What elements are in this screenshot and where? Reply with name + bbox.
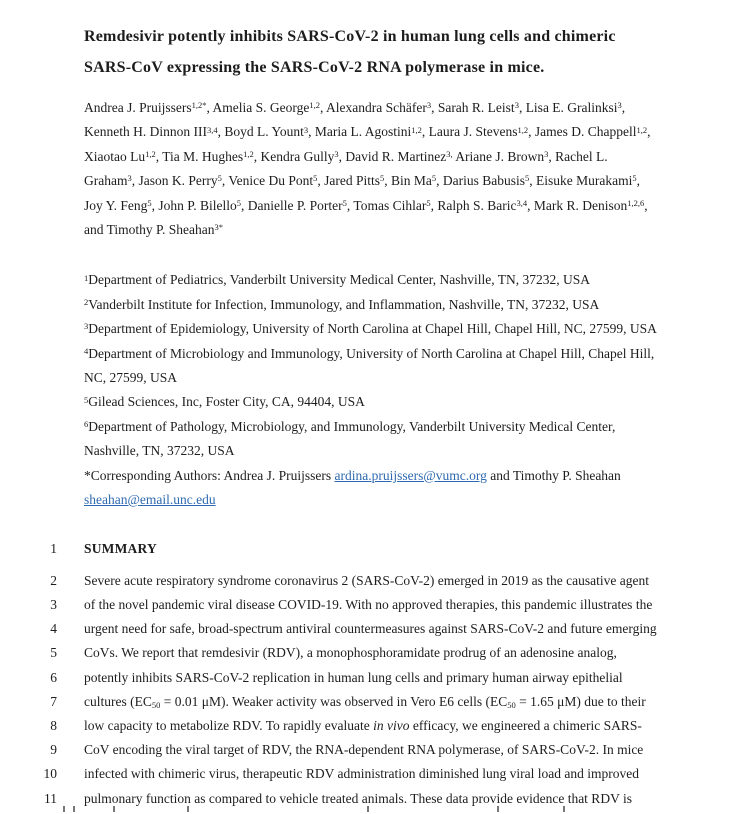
affiliation-line [84,390,710,414]
text-segment: , John P. Bilello [151,197,237,213]
clipped-next-line [0,806,750,814]
affiliation-line [84,342,710,366]
summary-line-row [0,569,710,593]
summary-line-text [84,666,623,690]
line-number: 9 [50,742,57,758]
text-segment: Department of Pathology, Microbiology, and Immunology, Vanderbilt University Medical Center, [88,418,616,434]
text-segment: 5 [236,197,242,208]
text-segment: , Maria L. Agostini [308,124,412,140]
text-segment: Department of Pediatrics, Vanderbilt University Medical Center, Nashville, TN, 37232, USA [88,272,590,288]
text-segment: 2 [84,297,89,308]
summary-line-text [84,690,646,714]
text-segment: 3 [84,321,89,332]
summary-line-text [84,738,643,762]
text-segment: , Eisuke Murakami [529,173,633,189]
text-segment: low capacity to metabolize RDV. To rapidly evaluate [84,717,374,733]
text-segment: 5 [426,197,431,208]
line-number: 11 [44,790,57,806]
author-line [84,194,710,218]
summary-heading [84,537,157,561]
text-segment: 3 [514,100,519,111]
text-segment: cultures (EC [84,693,152,709]
text-segment: 1,2 [309,100,320,111]
text-segment: 1,2 [243,149,254,159]
text-segment: 1,2* [191,100,207,111]
text-segment: 3 [303,124,309,135]
summary-line-text [84,641,617,665]
text-segment: , Tia M. Hughes [155,148,244,164]
text-segment: 5 [431,173,437,184]
text-segment: , David R. Martinez [338,148,447,164]
line-number: 4 [50,621,57,637]
text-segment: and Timothy P. Sheahan [84,222,215,238]
affiliation-block [0,268,750,512]
line-number: 1 [50,540,57,556]
summary-line-row [0,593,710,617]
text-segment: , Darius Babusis [436,173,525,189]
text-segment: , Boyd L. Yount [217,124,304,140]
text-segment: 1,2 [517,124,529,135]
text-segment: 3, [446,149,453,159]
text-segment: , Jared Pitts [317,173,380,189]
text-segment: 6 [84,419,89,430]
text-segment: , Venice Du Pont [221,173,314,189]
text-segment: 3 [544,149,549,159]
text-segment: , Ralph S. Baric [430,197,517,213]
text-segment: 1 [84,272,89,283]
text-segment: , [647,124,651,140]
text-segment: , [621,100,626,115]
summary-heading-row [0,537,710,561]
summary-line-row [0,666,710,690]
author-block [0,96,750,242]
text-segment: = 1.65 μM) due to their [515,693,646,709]
author-line [84,120,710,144]
text-segment: Nashville, TN, 37232, USA [84,443,235,459]
text-segment: 3 [617,100,622,111]
text-segment: 5 [379,173,385,184]
text-segment: , Mark R. Denison [527,197,628,213]
text-segment: 3 [334,149,339,159]
text-segment: urgent need for safe, broad-spectrum antiviral countermeasures against SARS-CoV-2 and future emerging [84,621,657,637]
author-line [84,169,710,193]
author-line [84,145,710,169]
affiliation-line [84,415,710,439]
text-segment: CoV encoding the viral target of RDV, the RNA-dependent RNA polymerase, of SARS-CoV-2. In mice [84,742,644,758]
text-segment: Ariane J. Brown [452,148,545,164]
text-segment: , Kendra Gully [253,148,335,164]
text-segment: pulmonary function as compared to vehicle treated animals. These data provide evidence that RDV is [84,790,632,806]
line-number: 2 [50,572,57,588]
summary-section [0,537,750,811]
text-segment: , Bin Ma [384,173,432,189]
summary-line-row [0,714,710,738]
text-segment: 1,2 [411,124,422,135]
text-segment: 5 [217,173,222,184]
affiliation-line [84,317,710,341]
summary-line-row [0,738,710,762]
summary-line-text [84,617,657,641]
line-number: 5 [50,645,57,661]
text-segment: 3,4 [516,197,528,208]
summary-line-text [84,762,639,786]
text-segment: Joy Y. Feng [84,197,148,213]
text-segment: , Danielle P. Porter [241,197,343,213]
paper-title [0,0,750,83]
text-segment: 5 [342,197,347,208]
text-segment: 5 [313,173,318,184]
author-line [84,218,710,242]
text-segment: Department of Microbiology and Immunology, University of North Carolina at Chapel Hill, Chapel Hill, [88,345,655,361]
text-segment: Xiaotao Lu [84,148,146,164]
text-segment: in vivo [373,717,410,733]
line-number: 10 [43,766,57,782]
text-segment: , Lisa E. Gralinksi [518,100,618,115]
text-segment: Severe acute respiratory syndrome coronavirus 2 (SARS-CoV-2) emerged in 2019 as the causative agent [84,572,649,588]
summary-line-text [84,714,642,738]
text-segment: , Alexandra Schäfer [319,100,427,115]
text-segment: 1,2 [636,124,648,135]
text-segment: 50 [507,699,516,710]
summary-line-row [0,617,710,641]
text-segment: 3 [426,100,432,111]
text-segment: 4 [84,345,89,356]
text-segment: CoVs. We report that remdesivir (RDV), a monophosphoramidate prodrug of an adenosine analog, [84,645,617,661]
text-segment: , [644,197,648,213]
summary-line-text [84,569,649,593]
affiliation-line [84,293,710,317]
affiliation-line [84,464,710,488]
affiliation-line [84,488,710,512]
paper-title-line-2: SARS-CoV expressing the SARS-CoV-2 RNA polymerase in mice. [84,59,545,76]
paper-title-line-1: Remdesivir potently inhibits SARS-CoV-2 in human lung cells and chimeric [84,28,616,45]
summary-line-row [0,641,710,665]
text-segment: infected with chimeric virus, therapeutic RDV administration diminished lung viral load and improved [84,766,639,782]
text-segment: 3* [214,222,224,233]
text-segment: 5 [525,173,530,184]
email-link[interactable]: sheahan@email.unc.edu [84,492,216,508]
text-segment: and Timothy P. Sheahan [486,467,621,483]
text-segment: , Sarah R. Leist [431,100,515,115]
text-segment: , Amelia S. George [206,100,310,115]
text-segment: , Jason K. Perry [131,173,218,189]
affiliation-line [84,439,710,463]
summary-line-row [0,690,710,714]
text-segment: NC, 27599, USA [84,370,178,386]
line-number: 7 [50,693,57,709]
text-segment: , Laura J. Stevens [421,124,518,140]
text-segment: Gilead Sciences, Inc, Foster City, CA, 94404, USA [88,394,365,410]
summary-line-row [0,762,710,786]
text-segment: , [636,173,640,189]
text-segment: , Rachel L. [548,148,608,164]
text-segment: 5 [632,173,637,184]
text-segment: 3 [127,173,132,184]
text-segment: SUMMARY [84,540,157,556]
text-segment: of the novel pandemic viral disease COVID-19. With no approved therapies, this pandemic illustrates the [84,596,653,612]
author-line [84,96,710,120]
text-segment: *Corresponding Authors: Andrea J. Pruijssers [84,467,335,483]
affiliation-line [84,268,710,292]
text-segment: , Tomas Cihlar [346,197,427,213]
text-segment: 50 [151,699,161,710]
text-segment: 3,4 [206,124,218,135]
affiliation-line [84,366,710,390]
line-number: 6 [50,669,57,685]
text-segment: efficacy, we engineered a chimeric SARS- [409,717,642,733]
text-segment: Vanderbilt Institute for Infection, Immunology, and Inflammation, Nashville, TN, 37232, USA [88,296,600,312]
text-segment: 5 [147,197,152,208]
text-segment: 1,2 [145,149,156,159]
text-segment: 5 [84,394,89,405]
summary-line-text [84,593,652,617]
text-segment: 1,2,6 [627,197,645,208]
text-segment: Kenneth H. Dinnon III [84,124,207,140]
text-segment: Graham [84,173,128,189]
text-segment: Department of Epidemiology, University of North Carolina at Chapel Hill, Chapel Hill, NC, 27599, USA [88,321,657,337]
text-segment: , James D. Chappell [528,124,637,140]
text-segment: potently inhibits SARS-CoV-2 replication in human lung cells and primary human airway epithelial [84,669,623,685]
email-link[interactable]: ardina.pruijssers@vumc.org [334,467,487,483]
line-number: 3 [50,596,57,612]
text-segment: Andrea J. Pruijssers [84,100,192,115]
text-segment: = 0.01 μM). Weaker activity was observed in Vero E6 cells (EC [160,693,508,709]
line-number: 8 [50,717,57,733]
